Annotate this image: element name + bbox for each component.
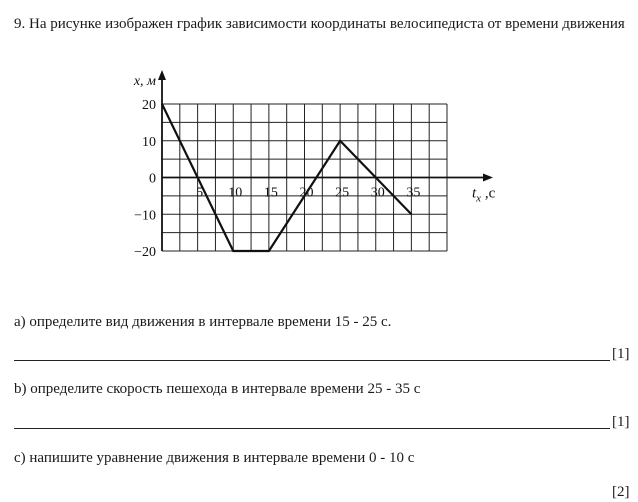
part-b-text: b) определите скорость пешехода в интервале времени 25 - 35 с xyxy=(14,381,421,397)
x-axis-label-var: t xyxy=(472,185,477,202)
y-tick-label: −10 xyxy=(134,208,156,224)
part-b-answer-line[interactable] xyxy=(14,428,610,429)
y-axis-label: x, м xyxy=(133,74,156,89)
x-axis-label-unit: ,c xyxy=(481,185,496,202)
data-point xyxy=(411,213,413,215)
x-tick-label: 20 xyxy=(299,185,314,201)
question-title: 9. На рисунке изображен график зависимости координаты велосипедиста от времени движения xyxy=(14,16,625,32)
y-tick-label: 20 xyxy=(142,98,156,113)
part-a-answer-line[interactable] xyxy=(14,360,610,361)
x-tick-label: 35 xyxy=(406,185,421,201)
x-tick-label: 25 xyxy=(335,185,350,201)
data-point xyxy=(339,140,341,142)
x-tick-label: 5 xyxy=(196,185,204,201)
data-point xyxy=(268,250,270,252)
x-axis-label-sub: x xyxy=(476,192,482,205)
x-tick-label: 10 xyxy=(228,185,243,201)
part-c-mark: [2] xyxy=(612,484,630,500)
y-tick-label: −20 xyxy=(134,245,156,260)
x-tick-label: 30 xyxy=(370,185,385,201)
x-axis-arrow xyxy=(483,174,493,182)
data-point xyxy=(232,250,234,252)
x-tick-label: 15 xyxy=(263,185,278,201)
part-a-mark: [1] xyxy=(612,346,630,362)
part-a-text: а) определите вид движения в интервале времени 15 - 25 с. xyxy=(14,314,392,330)
position-time-chart xyxy=(118,68,518,268)
part-c-text: с) напишите уравнение движения в интервале времени 0 - 10 с xyxy=(14,450,415,466)
y-tick-label: 10 xyxy=(142,134,156,150)
part-b-mark: [1] xyxy=(612,414,630,430)
y-tick-label: 0 xyxy=(149,171,156,187)
data-point xyxy=(161,103,163,105)
y-axis-arrow xyxy=(158,70,166,80)
x-axis-label xyxy=(472,186,496,205)
